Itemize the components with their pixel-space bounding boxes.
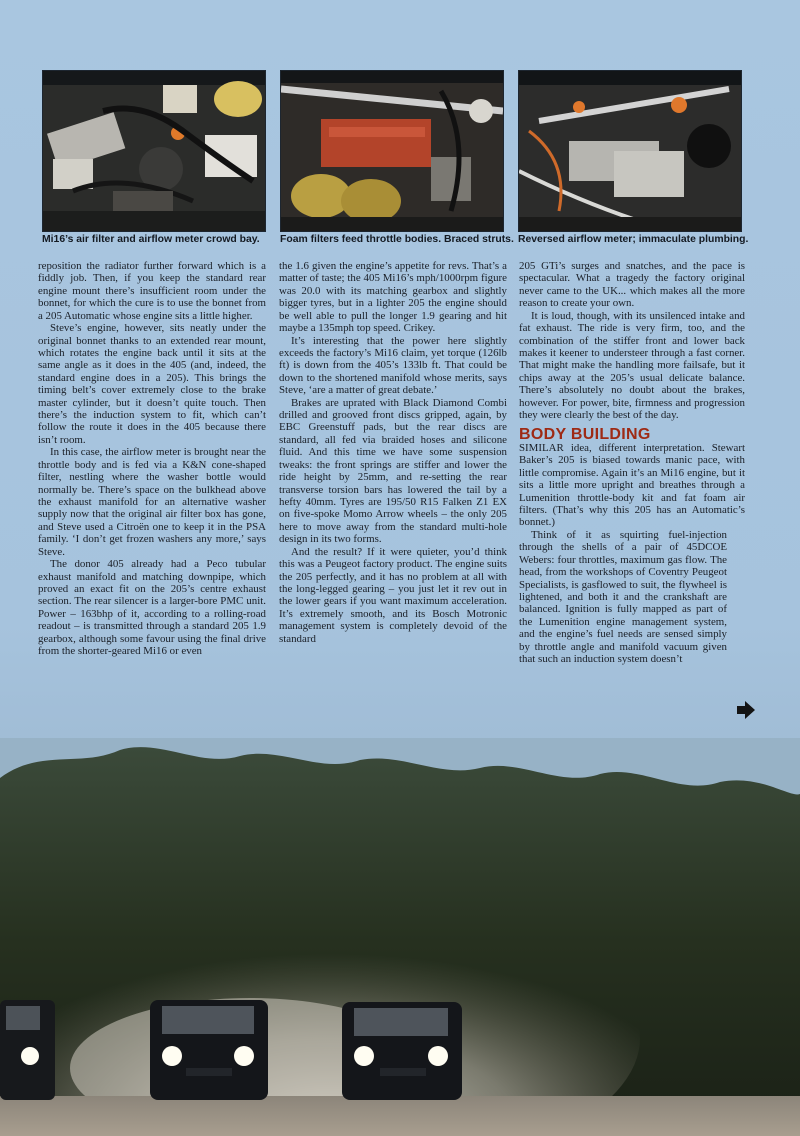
paragraph: the 1.6 given the engine’s appetite for revs. That’s a matter of taste; the 405 Mi16’s mph/1000rpm figure was 20.0 with its matching gearbox and slightly bigger tyres, but in a lighter 205 the engine should be well able to pull the longer 1.9 gearing and hit maybe a 135mph top speed. Crikey. [279,260,507,335]
article-column-2 [279,260,507,645]
paragraph: 205 GTi’s surges and snatches, and the pace is spectacular. What a tragedy the factory original never came to the UK... which makes all the more reason to create your own. [519,260,745,310]
paragraph: In this case, the airflow meter is brought near the throttle body and is fed via a K&N cone-shaped filter, nestling where the washer bottle would normally be. There’s space on the bulkhead above the exhaust manifold for an alternative washer supply now that the original air filter box has gone, and Steve used a Citroën one to keep it in the PSA family. ‘I don’t get frozen washers any more,’ says Steve. [38,446,266,558]
photo-1-caption: Mi16’s air filter and airflow meter crowd bay. [42,234,260,245]
paragraph: And the result? If it were quieter, you’d think this was a Peugeot factory product. The engine suits the 205 perfectly, and it has no problem at all with the long-legged gearing – you just let it rev out in the lower gears if you want maximum acceleration. It’s extremely smooth, and its Bosch Motronic management system is completely devoid of the standard [279,545,507,645]
photo-2-caption: Foam filters feed throttle bodies. Braced struts. [280,234,514,245]
photo-3-caption: Reversed airflow meter; immaculate plumbing. [518,234,749,245]
paragraph: It is loud, though, with its unsilenced intake and fat exhaust. The ride is very firm, too, and the combination of the stiffer front and lower back makes it keener to understeer through a fast corner. That might make the handling more failsafe, but it chips away at the 205’s usual delicate balance. There’s absolutely no doubt about the brakes, however. For power, bite, firmness and progression they were clearly the best of the day. [519,309,745,422]
section-heading: BODY BUILDING [519,426,651,444]
paragraph: reposition the radiator further forward which is a fiddly job. Then, if you keep the standard rear engine mount there’s insufficient room under the bonnet, for which the cure is to use the bonnet from a 205 Automatic whose engine sits a little higher. [38,260,266,322]
engine-photo-2 [280,70,504,232]
engine-photo-1 [42,70,266,232]
engine-photo-3 [518,70,742,232]
paragraph: SIMILAR idea, different interpretation. Stewart Baker’s 205 is biased towards manic pace, with little compromise. Again it’s an Mi16 engine, but it sits a little more upright and breathes through a Lumenition throttle-body kit and fat foam air filters. (That’s why this 205 has an Automatic’s bonnet.) [519,441,745,529]
paragraph: It’s interesting that the power here slightly exceeds the factory’s Mi16 claim, yet torque (126lb ft) is down from the 405’s 133lb ft. That could be down to the shortened manifold whose merits, says Steve, ‘are a matter of great debate.’ [279,334,507,397]
paragraph: The donor 405 already had a Peco tubular exhaust manifold and matching downpipe, which proved an exact fit on the 205’s centre exhaust section. The rear silencer is a larger-bore PMC unit. Power – 163bhp of it, according to a rolling-road readout – is transmitted through a standard 205 1.9 gearbox, although some favour using the final drive from the shorter-geared Mi16 or even [38,558,266,658]
paragraph: Brakes are uprated with Black Diamond Combi drilled and grooved front discs gripped, again, by EBC Greenstuff pads, but the rear discs are standard, all fed via braided hoses and silicone fluid. And this time we have some suspension tweaks: the front springs are stiffer and lower the ride height by 25mm, and re-setting the rear transverse torsion bars has lowered the tail by a hefty 40mm. Tyres are 195/50 R15 Falken Z1 EX on five-spoke Momo Arrow wheels – the only 205 here to move away from the standard multi-hole design in its two forms. [279,396,507,546]
continue-arrow-icon [736,700,756,720]
article-column-3 [519,260,745,666]
paragraph: Think of it as squirting fuel-injection through the shells of a pair of 45DCOE Webers: four throttles, maximum gas flow. The head, from the workshops of Coventry Peugeot Specialists, is gasflowed to suit, the flywheel is lightened, and both it and the crankshaft are balanced. Ignition is fully mapped as part of the Lumenition engine management system, and the engine’s fuel needs are sensed simply by throttle angle and manifold vacuum given that such an induction system doesn’t [519,528,727,666]
cars-photo [0,738,800,1136]
paragraph: Steve’s engine, however, sits neatly under the original bonnet thanks to an extended rear mount, which rotates the engine back until it sits at the same angle as it does in the 405 (and, indeed, the standard engine does in a 205). This brings the timing belt’s cover extremely close to the brake master cylinder, but it doesn’t quite touch. Then there’s the induction system to fit, which can’t follow the route it does in the 405 because there isn’t room. [38,322,266,446]
article-column-1 [38,260,266,658]
